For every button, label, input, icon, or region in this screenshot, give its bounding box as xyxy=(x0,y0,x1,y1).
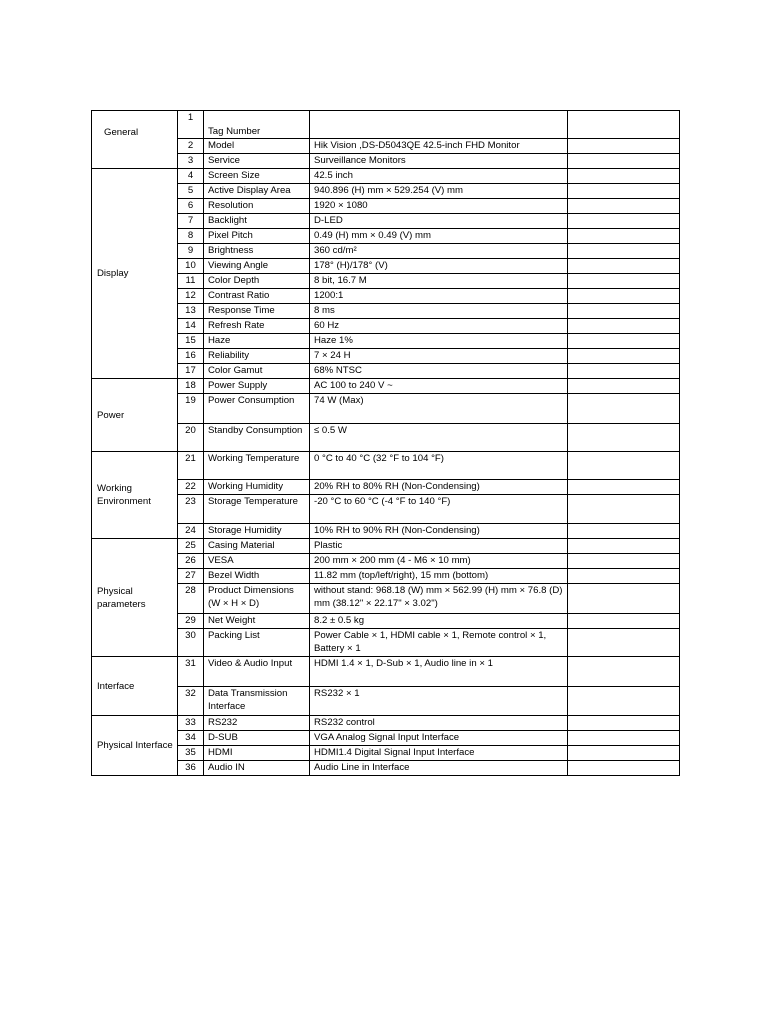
empty-cell xyxy=(568,687,680,716)
spec-row xyxy=(92,244,680,259)
row-number: 20 xyxy=(178,424,204,452)
empty-cell xyxy=(568,379,680,394)
spec-row xyxy=(92,480,680,495)
empty-cell xyxy=(568,319,680,334)
empty-cell xyxy=(568,452,680,480)
parameter-value: HDMI1.4 Digital Signal Input Interface xyxy=(310,746,568,761)
category-cell: Display xyxy=(92,169,178,379)
parameter-name: Viewing Angle xyxy=(204,259,310,274)
spec-row xyxy=(92,761,680,776)
row-number: 17 xyxy=(178,364,204,379)
spec-row xyxy=(92,687,680,716)
parameter-value: RS232 control xyxy=(310,716,568,731)
parameter-name: Storage Temperature xyxy=(204,495,310,524)
spec-row xyxy=(92,495,680,524)
spec-row xyxy=(92,452,680,480)
parameter-name: Color Gamut xyxy=(204,364,310,379)
spec-table xyxy=(91,110,680,776)
spec-row xyxy=(92,731,680,746)
parameter-name: HDMI xyxy=(204,746,310,761)
spec-row xyxy=(92,554,680,569)
parameter-value: Plastic xyxy=(310,539,568,554)
row-number: 10 xyxy=(178,259,204,274)
parameter-name: Active Display Area xyxy=(204,184,310,199)
parameter-name: Casing Material xyxy=(204,539,310,554)
spec-row xyxy=(92,304,680,319)
parameter-name: Color Depth xyxy=(204,274,310,289)
empty-cell xyxy=(568,244,680,259)
parameter-name: Brightness xyxy=(204,244,310,259)
parameter-name: Pixel Pitch xyxy=(204,229,310,244)
empty-cell xyxy=(568,229,680,244)
empty-cell xyxy=(568,761,680,776)
parameter-value: 8.2 ± 0.5 kg xyxy=(310,614,568,629)
parameter-value: Hik Vision ,DS-D5043QE 42.5-inch FHD Monitor xyxy=(310,139,568,154)
category-cell: Physical Interface xyxy=(92,716,178,776)
spec-row xyxy=(92,524,680,539)
spec-row xyxy=(92,229,680,244)
parameter-name: Working Temperature xyxy=(204,452,310,480)
parameter-name: Data Transmission Interface xyxy=(204,687,310,716)
empty-cell xyxy=(568,614,680,629)
row-number: 25 xyxy=(178,539,204,554)
spec-row xyxy=(92,154,680,169)
parameter-name: Screen Size xyxy=(204,169,310,184)
empty-cell xyxy=(568,657,680,687)
spec-row xyxy=(92,274,680,289)
empty-cell xyxy=(568,169,680,184)
parameter-value: 74 W (Max) xyxy=(310,394,568,424)
row-number: 24 xyxy=(178,524,204,539)
parameter-name: Standby Consumption xyxy=(204,424,310,452)
row-number: 3 xyxy=(178,154,204,169)
parameter-value: D-LED xyxy=(310,214,568,229)
empty-cell xyxy=(568,139,680,154)
empty-cell xyxy=(568,364,680,379)
parameter-value: 1200:1 xyxy=(310,289,568,304)
empty-cell xyxy=(568,349,680,364)
empty-cell xyxy=(568,289,680,304)
spec-row xyxy=(92,289,680,304)
row-number: 34 xyxy=(178,731,204,746)
row-number: 22 xyxy=(178,480,204,495)
category-cell: Physical parameters xyxy=(92,539,178,657)
parameter-value: Haze 1% xyxy=(310,334,568,349)
parameter-name: VESA xyxy=(204,554,310,569)
empty-cell xyxy=(568,746,680,761)
parameter-name: D-SUB xyxy=(204,731,310,746)
spec-row xyxy=(92,334,680,349)
empty-cell xyxy=(568,731,680,746)
spec-row xyxy=(92,716,680,731)
row-number: 2 xyxy=(178,139,204,154)
category-cell: General xyxy=(92,111,178,169)
parameter-value: AC 100 to 240 V ~ xyxy=(310,379,568,394)
row-number: 33 xyxy=(178,716,204,731)
row-number: 29 xyxy=(178,614,204,629)
row-number: 14 xyxy=(178,319,204,334)
row-number: 32 xyxy=(178,687,204,716)
row-number: 36 xyxy=(178,761,204,776)
row-number: 6 xyxy=(178,199,204,214)
row-number: 5 xyxy=(178,184,204,199)
row-number: 21 xyxy=(178,452,204,480)
spec-row xyxy=(92,394,680,424)
spec-table-body xyxy=(92,111,680,776)
parameter-name: Power Supply xyxy=(204,379,310,394)
row-number: 28 xyxy=(178,584,204,614)
empty-cell xyxy=(568,154,680,169)
row-number: 9 xyxy=(178,244,204,259)
empty-cell xyxy=(568,199,680,214)
empty-cell xyxy=(568,495,680,524)
empty-cell xyxy=(568,274,680,289)
spec-row xyxy=(92,379,680,394)
empty-cell xyxy=(568,259,680,274)
empty-cell xyxy=(568,584,680,614)
parameter-value: 60 Hz xyxy=(310,319,568,334)
parameter-name: Resolution xyxy=(204,199,310,214)
empty-cell xyxy=(568,304,680,319)
row-number: 1 xyxy=(178,111,204,139)
parameter-name: Video & Audio Input xyxy=(204,657,310,687)
parameter-value: VGA Analog Signal Input Interface xyxy=(310,731,568,746)
parameter-name: Response Time xyxy=(204,304,310,319)
row-number: 11 xyxy=(178,274,204,289)
spec-row xyxy=(92,199,680,214)
parameter-value: HDMI 1.4 × 1, D-Sub × 1, Audio line in × 1 xyxy=(310,657,568,687)
spec-row xyxy=(92,629,680,657)
empty-cell xyxy=(568,480,680,495)
parameter-value: 8 ms xyxy=(310,304,568,319)
parameter-name: Bezel Width xyxy=(204,569,310,584)
row-number: 8 xyxy=(178,229,204,244)
spec-row xyxy=(92,214,680,229)
spec-row xyxy=(92,111,680,139)
row-number: 30 xyxy=(178,629,204,657)
parameter-value: 68% NTSC xyxy=(310,364,568,379)
category-cell: Interface xyxy=(92,657,178,716)
row-number: 12 xyxy=(178,289,204,304)
empty-cell xyxy=(568,214,680,229)
row-number: 27 xyxy=(178,569,204,584)
parameter-value: Audio Line in Interface xyxy=(310,761,568,776)
parameter-value: RS232 × 1 xyxy=(310,687,568,716)
empty-cell xyxy=(568,554,680,569)
spec-row xyxy=(92,259,680,274)
empty-cell xyxy=(568,111,680,139)
spec-row xyxy=(92,657,680,687)
parameter-value: 20% RH to 80% RH (Non-Condensing) xyxy=(310,480,568,495)
row-number: 31 xyxy=(178,657,204,687)
parameter-value: ≤ 0.5 W xyxy=(310,424,568,452)
parameter-value xyxy=(310,111,568,139)
spec-row xyxy=(92,139,680,154)
spec-row xyxy=(92,614,680,629)
row-number: 35 xyxy=(178,746,204,761)
parameter-name: Packing List xyxy=(204,629,310,657)
row-number: 16 xyxy=(178,349,204,364)
parameter-value: 8 bit, 16.7 M xyxy=(310,274,568,289)
spec-row xyxy=(92,584,680,614)
parameter-value: 1920 × 1080 xyxy=(310,199,568,214)
row-number: 18 xyxy=(178,379,204,394)
spec-row xyxy=(92,746,680,761)
empty-cell xyxy=(568,629,680,657)
empty-cell xyxy=(568,539,680,554)
spec-row xyxy=(92,169,680,184)
parameter-name: Working Humidity xyxy=(204,480,310,495)
parameter-value: 0 °C to 40 °C (32 °F to 104 °F) xyxy=(310,452,568,480)
row-number: 15 xyxy=(178,334,204,349)
empty-cell xyxy=(568,716,680,731)
spec-row xyxy=(92,349,680,364)
spec-row xyxy=(92,569,680,584)
parameter-value: 178° (H)/178° (V) xyxy=(310,259,568,274)
parameter-value: -20 °C to 60 °C (-4 °F to 140 °F) xyxy=(310,495,568,524)
parameter-name: Haze xyxy=(204,334,310,349)
parameter-value: 360 cd/m² xyxy=(310,244,568,259)
row-number: 23 xyxy=(178,495,204,524)
parameter-name: Power Consumption xyxy=(204,394,310,424)
spec-row xyxy=(92,539,680,554)
parameter-value: 200 mm × 200 mm (4 - M6 × 10 mm) xyxy=(310,554,568,569)
parameter-value: 0.49 (H) mm × 0.49 (V) mm xyxy=(310,229,568,244)
parameter-name: RS232 xyxy=(204,716,310,731)
parameter-value: Power Cable × 1, HDMI cable × 1, Remote control × 1, Battery × 1 xyxy=(310,629,568,657)
empty-cell xyxy=(568,424,680,452)
row-number: 4 xyxy=(178,169,204,184)
row-number: 7 xyxy=(178,214,204,229)
spec-row xyxy=(92,319,680,334)
parameter-value: 11.82 mm (top/left/right), 15 mm (bottom) xyxy=(310,569,568,584)
parameter-name: Tag Number xyxy=(204,111,310,139)
empty-cell xyxy=(568,569,680,584)
parameter-name: Service xyxy=(204,154,310,169)
parameter-value: 42.5 inch xyxy=(310,169,568,184)
row-number: 13 xyxy=(178,304,204,319)
category-cell: Power xyxy=(92,379,178,452)
parameter-value: 10% RH to 90% RH (Non-Condensing) xyxy=(310,524,568,539)
parameter-name: Audio IN xyxy=(204,761,310,776)
parameter-name: Net Weight xyxy=(204,614,310,629)
parameter-name: Reliability xyxy=(204,349,310,364)
row-number: 26 xyxy=(178,554,204,569)
parameter-value: without stand: 968.18 (W) mm × 562.99 (H) mm × 76.8 (D) mm (38.12" × 22.17" × 3.02") xyxy=(310,584,568,614)
parameter-value: Surveillance Monitors xyxy=(310,154,568,169)
category-cell: Working Environment xyxy=(92,452,178,539)
row-number: 19 xyxy=(178,394,204,424)
empty-cell xyxy=(568,334,680,349)
parameter-name: Refresh Rate xyxy=(204,319,310,334)
parameter-name: Backlight xyxy=(204,214,310,229)
spec-row xyxy=(92,364,680,379)
spec-row xyxy=(92,424,680,452)
empty-cell xyxy=(568,524,680,539)
parameter-value: 7 × 24 H xyxy=(310,349,568,364)
parameter-name: Model xyxy=(204,139,310,154)
parameter-value: 940.896 (H) mm × 529.254 (V) mm xyxy=(310,184,568,199)
parameter-name: Storage Humidity xyxy=(204,524,310,539)
parameter-name: Product Dimensions (W × H × D) xyxy=(204,584,310,614)
spec-row xyxy=(92,184,680,199)
empty-cell xyxy=(568,184,680,199)
empty-cell xyxy=(568,394,680,424)
parameter-name: Contrast Ratio xyxy=(204,289,310,304)
